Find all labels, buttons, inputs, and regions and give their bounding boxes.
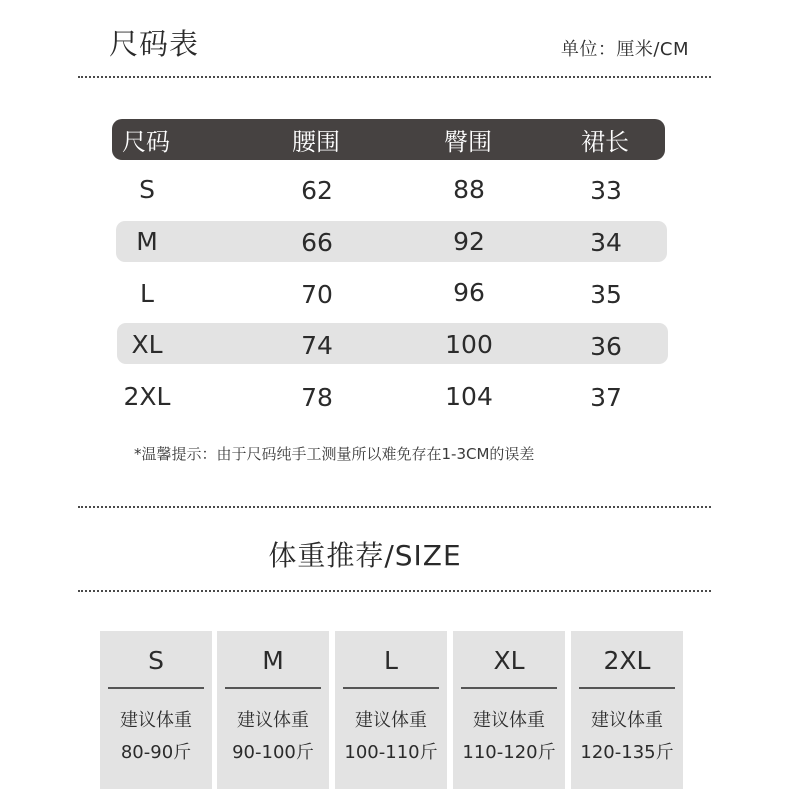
column-header-skirt-length: 裙长	[581, 128, 629, 156]
column-header-size: 尺码	[122, 128, 170, 156]
table-cell-hip: 104	[445, 382, 493, 411]
table-cell-hip: 100	[445, 330, 493, 359]
weight-card-underline	[108, 687, 204, 689]
weight-card-underline	[343, 687, 439, 689]
weight-card-underline	[225, 687, 321, 689]
table-cell-skirt-length: 33	[590, 176, 622, 205]
table-cell-waist: 74	[301, 331, 333, 360]
table-cell-hip: 92	[453, 227, 485, 256]
weight-card-size: 2XL	[603, 646, 651, 675]
weight-card-range: 110-120斤	[462, 742, 556, 763]
weight-card-range: 100-110斤	[344, 742, 438, 763]
table-cell-size: M	[136, 227, 158, 256]
table-cell-size: XL	[131, 330, 163, 359]
table-cell-skirt-length: 35	[590, 280, 622, 309]
column-header-hip: 臀围	[444, 128, 492, 156]
table-cell-waist: 70	[301, 280, 333, 309]
table-cell-skirt-length: 36	[590, 332, 622, 361]
weight-card-size: L	[384, 646, 398, 675]
weight-card-range: 120-135斤	[580, 742, 674, 763]
table-cell-waist: 66	[301, 228, 333, 257]
weight-section-title: 体重推荐/SIZE	[268, 539, 462, 572]
table-row-stripe	[117, 323, 668, 364]
table-cell-hip: 88	[453, 175, 485, 204]
divider-top	[78, 76, 711, 78]
weight-card-label: 建议体重	[120, 710, 192, 731]
weight-card-label: 建议体重	[237, 710, 309, 731]
table-cell-waist: 78	[301, 383, 333, 412]
table-row-stripe	[116, 221, 667, 262]
weight-card-s	[100, 631, 212, 789]
weight-card-range: 80-90斤	[120, 742, 192, 763]
weight-card-label: 建议体重	[355, 710, 427, 731]
column-header-waist: 腰围	[292, 128, 340, 156]
weight-card-m	[217, 631, 329, 789]
weight-card-size: M	[262, 646, 284, 675]
table-cell-size: 2XL	[123, 382, 171, 411]
table-cell-hip: 96	[453, 278, 485, 307]
weight-card-underline	[579, 687, 675, 689]
table-cell-skirt-length: 37	[590, 383, 622, 412]
weight-card-l	[335, 631, 447, 789]
weight-card-size: S	[148, 646, 164, 675]
weight-card-label: 建议体重	[591, 710, 663, 731]
unit-label: 单位：厘米/CM	[560, 39, 689, 60]
table-cell-size: L	[140, 279, 154, 308]
table-cell-skirt-length: 34	[590, 228, 622, 257]
table-cell-size: S	[139, 175, 155, 204]
weight-card-underline	[461, 687, 557, 689]
weight-card-range: 90-100斤	[232, 742, 314, 763]
weight-card-label: 建议体重	[473, 710, 545, 731]
page-title: 尺码表	[109, 27, 200, 61]
divider-middle	[78, 506, 711, 508]
measurement-note: *温馨提示：由于尺码纯手工测量所以难免存在1-3CM的误差	[134, 445, 535, 463]
divider-bottom	[78, 590, 711, 592]
size-table-header	[112, 119, 665, 160]
weight-card-2xl	[571, 631, 683, 789]
table-cell-waist: 62	[301, 176, 333, 205]
weight-card-xl	[453, 631, 565, 789]
weight-card-size: XL	[493, 646, 525, 675]
